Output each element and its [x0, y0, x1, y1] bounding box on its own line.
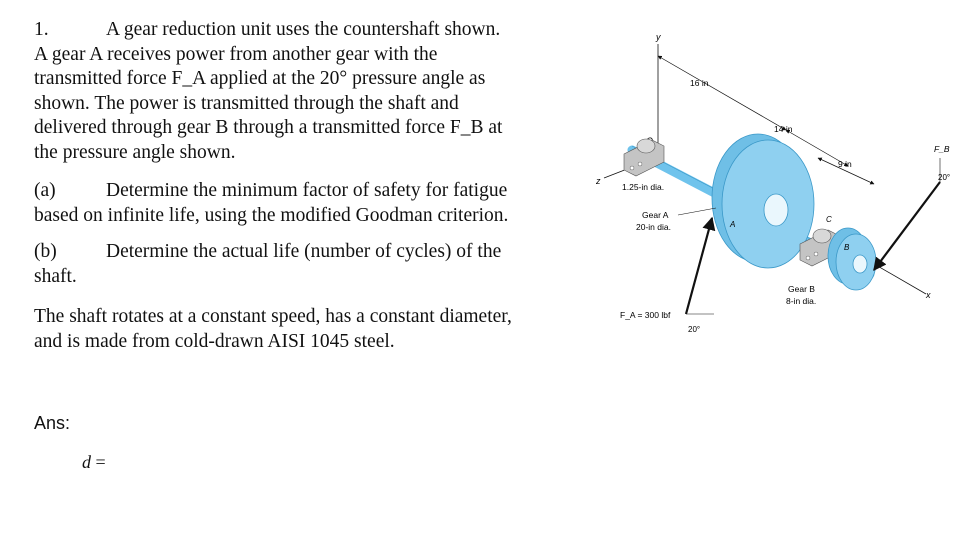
shaft-dia-label: 1.25-in dia.: [622, 182, 665, 192]
intro-line-5: the pressure angle shown.: [34, 141, 236, 163]
equals-sign: =: [95, 452, 106, 472]
part-b-line-2: shaft.: [34, 265, 77, 287]
answer-diameter: [82, 452, 106, 473]
gear-a-leader: [678, 208, 716, 215]
gear-a-dia: 20-in dia.: [636, 222, 671, 232]
point-c-label: C: [826, 215, 832, 224]
y-axis-label: y: [656, 32, 661, 42]
force-fb-arrow: [874, 182, 940, 270]
conditions-line-2: and is made from cold-drawn AISI 1045 steel.: [34, 330, 395, 352]
intro-first-text: A gear reduction unit uses the countershaft shown.: [106, 19, 501, 40]
intro-first-line: [34, 18, 594, 43]
gear-a: [712, 134, 814, 268]
d-symbol: d: [82, 452, 91, 472]
point-b-label: B: [844, 243, 850, 252]
answer-label: Ans:: [34, 413, 71, 433]
dim-9-label: 9 in: [838, 159, 852, 169]
dim-16-line: [658, 56, 786, 130]
force-fa-arrow: [686, 218, 712, 314]
gear-a-name: Gear A: [642, 210, 669, 220]
gear-b-name: Gear B: [788, 284, 815, 294]
fa-angle: 20°: [688, 325, 701, 334]
x-axis-label: x: [926, 290, 931, 300]
gear-b-dia: 8-in dia.: [786, 296, 817, 306]
z-axis-label: z: [596, 176, 601, 186]
gear-b: [828, 228, 876, 290]
intro-line-3: shown. The power is transmitted through the shaft and: [34, 92, 459, 114]
intro-line-2: transmitted force F_A applied at the 20° pressure angle as: [34, 68, 486, 89]
intro-line-4: delivered through gear B through a transmitted force F_B at: [34, 117, 503, 138]
intro-line-1: A gear A receives power from another gear with the: [34, 43, 438, 65]
bearing-o: [624, 139, 664, 176]
fb-label: F_B: [934, 144, 950, 154]
part-b-line-1: [34, 240, 594, 265]
part-a-first: Determine the minimum factor of safety for fatigue: [106, 180, 508, 201]
dim-14-label: 14 in: [774, 124, 793, 134]
dim-16-label: 16 in: [690, 78, 709, 88]
part-b-first: Determine the actual life (number of cycles) of the: [106, 241, 502, 262]
point-a-label: A: [730, 220, 736, 229]
fa-label: F_A = 300 lbf: [620, 310, 671, 320]
part-a-label: (a): [34, 180, 56, 201]
fb-angle: 20°: [938, 173, 951, 182]
problem-number: 1.: [34, 19, 49, 40]
problem-statement: [34, 18, 594, 354]
countershaft-figure: [590, 22, 955, 334]
part-b-label: (b): [34, 241, 57, 262]
part-a-line-1: [34, 179, 594, 204]
part-a-line-2: based on infinite life, using the modified Goodman criterion.: [34, 204, 509, 226]
conditions-line-1: The shaft rotates at a constant speed, has a constant diameter,: [34, 306, 512, 327]
